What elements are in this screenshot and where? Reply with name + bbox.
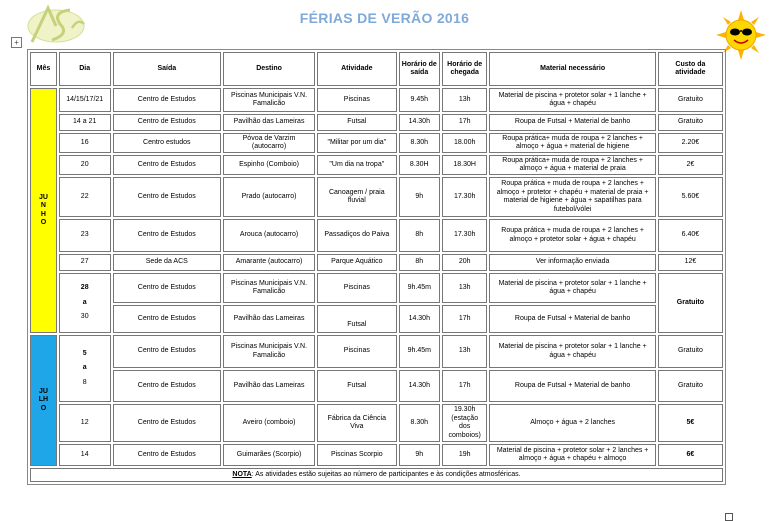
cell-custo: Gratuito bbox=[658, 88, 723, 112]
cell-dia: 23 bbox=[59, 219, 111, 252]
cell-horario-chegada: 20h bbox=[442, 254, 487, 271]
cell-destino: Pavilhão das Lameiras bbox=[223, 370, 315, 402]
header-mes: Mês bbox=[30, 52, 57, 86]
cell-material: Roupa prática+ muda de roupa + 2 lanches + almoço + água + material de praia bbox=[489, 155, 655, 175]
cell-custo: Gratuito bbox=[658, 114, 723, 131]
cell-destino: Amarante (autocarro) bbox=[223, 254, 315, 271]
cell-custo: 5€ bbox=[658, 404, 723, 442]
cell-material: Material de piscina + protetor solar + 2 lanches + almoço + água + chapéu + almoço bbox=[489, 444, 655, 466]
header-dia: Dia bbox=[59, 52, 111, 86]
cell-custo: 2€ bbox=[658, 155, 723, 175]
cell-horario-chegada: 19h bbox=[442, 444, 487, 466]
month-july-label: JULHO bbox=[38, 387, 49, 412]
header-horario-chegada: Horário de chegada bbox=[442, 52, 487, 86]
cell-dia: 27 bbox=[59, 254, 111, 271]
cell-dia: 22 bbox=[59, 177, 111, 217]
table-row bbox=[30, 219, 723, 252]
cell-horario-saida: 9h.45m bbox=[399, 273, 440, 303]
table-row bbox=[30, 335, 723, 368]
note-label: NOTA bbox=[232, 470, 252, 478]
cell-horario-saida: 9h bbox=[399, 444, 440, 466]
table-row bbox=[30, 444, 723, 466]
cell-dia: 12 bbox=[59, 404, 111, 442]
cell-saida: Centro de Estudos bbox=[113, 404, 222, 442]
cell-horario-chegada: 17.30h bbox=[442, 219, 487, 252]
cell-saida: Centro de Estudos bbox=[113, 177, 222, 217]
cell-saida: Centro de Estudos bbox=[113, 305, 222, 333]
cell-destino: Piscinas Municipais V.N. Famalicão bbox=[223, 335, 315, 368]
header-custo: Custo da atividade bbox=[658, 52, 723, 86]
cell-material: Roupa prática + muda de roupa + 2 lanches + almoço + protetor solar + água + chapéu bbox=[489, 219, 655, 252]
note-text: : As atividades estão sujeitas ao número de participantes e às condições atmosféricas. bbox=[251, 470, 521, 478]
cell-material: Ver informação enviada bbox=[489, 254, 655, 271]
cell-atividade: Futsal bbox=[317, 305, 397, 333]
cell-custo: 2.20€ bbox=[658, 133, 723, 153]
cell-saida: Centro de Estudos bbox=[113, 335, 222, 368]
table-row bbox=[30, 305, 723, 333]
cell-saida: Centro de Estudos bbox=[113, 114, 222, 131]
table-resize-handle[interactable] bbox=[725, 513, 733, 521]
cell-destino: Póvoa de Varzim (autocarro) bbox=[223, 133, 315, 153]
cell-material: Roupa prática + muda de roupa + 2 lanches + almoço + protetor + chapéu + material de praia + material de higiene + água + sapatilhas para futebol/vólei bbox=[489, 177, 655, 217]
cell-saida: Centro de Estudos bbox=[113, 88, 222, 112]
cell-horario-chegada: 19.30h (estação dos comboios) bbox=[442, 404, 487, 442]
cell-saida: Centro de Estudos bbox=[113, 444, 222, 466]
cell-horario-saida: 9.45h bbox=[399, 88, 440, 112]
table-row bbox=[30, 155, 723, 175]
cell-atividade: Piscinas Scorpio bbox=[317, 444, 397, 466]
cell-atividade: Piscinas bbox=[317, 273, 397, 303]
cell-horario-saida: 8h bbox=[399, 219, 440, 252]
cell-destino: Prado (autocarro) bbox=[223, 177, 315, 217]
dia-range-sep: a bbox=[82, 298, 87, 306]
cell-destino: Guimarães (Scorpio) bbox=[223, 444, 315, 466]
cell-destino: Pavilhão das Lameiras bbox=[223, 114, 315, 131]
cell-atividade: Fábrica da Ciência Viva bbox=[317, 404, 397, 442]
table-move-handle[interactable]: + bbox=[11, 37, 22, 48]
cell-custo: Gratuito bbox=[658, 273, 723, 333]
cell-horario-saida: 8.30h bbox=[399, 404, 440, 442]
cell-dia: 14/15/17/21 bbox=[59, 88, 111, 112]
cell-atividade: Futsal bbox=[317, 370, 397, 402]
cell-saida: Centro de Estudos bbox=[113, 273, 222, 303]
cell-atividade: Piscinas bbox=[317, 88, 397, 112]
cell-saida: Centro de Estudos bbox=[113, 155, 222, 175]
cell-horario-saida: 14.30h bbox=[399, 305, 440, 333]
cell-dia: 14 a 21 bbox=[59, 114, 111, 131]
dia-range-sep: a bbox=[82, 364, 87, 372]
month-july-cell bbox=[30, 335, 57, 466]
cell-material: Roupa de Futsal + Material de banho bbox=[489, 370, 655, 402]
cell-atividade: Piscinas bbox=[317, 335, 397, 368]
cell-material: Material de piscina + protetor solar + 1 lanche + água + chapéu bbox=[489, 335, 655, 368]
cell-horario-chegada: 13h bbox=[442, 335, 487, 368]
cell-horario-chegada: 17h bbox=[442, 305, 487, 333]
cell-custo: Gratuito bbox=[658, 370, 723, 402]
cell-atividade: "Um dia na tropa" bbox=[317, 155, 397, 175]
cell-destino: Piscinas Municipais V.N. Famalicão bbox=[223, 88, 315, 112]
cell-horario-saida: 8.30H bbox=[399, 155, 440, 175]
cell-material: Roupa prática+ muda de roupa + 2 lanches + almoço + água + material de higiene bbox=[489, 133, 655, 153]
header-material: Material necessário bbox=[489, 52, 655, 86]
cell-atividade: Canoagem / praia fluvial bbox=[317, 177, 397, 217]
cell-atividade: Passadiços do Paiva bbox=[317, 219, 397, 252]
cell-horario-saida: 14.30h bbox=[399, 370, 440, 402]
cell-custo: 6€ bbox=[658, 444, 723, 466]
cell-horario-saida: 14.30h bbox=[399, 114, 440, 131]
cell-material: Material de piscina + protetor solar + 1 lanche + água + chapéu bbox=[489, 273, 655, 303]
table-row bbox=[30, 88, 723, 112]
cell-destino: Aveiro (comboio) bbox=[223, 404, 315, 442]
table-row bbox=[30, 404, 723, 442]
cell-horario-chegada: 13h bbox=[442, 273, 487, 303]
header-atividade: Atividade bbox=[317, 52, 397, 86]
table-row bbox=[30, 273, 723, 303]
cell-destino: Pavilhão das Lameiras bbox=[223, 305, 315, 333]
table-row bbox=[30, 114, 723, 131]
table-row bbox=[30, 177, 723, 217]
cell-horario-chegada: 18.30H bbox=[442, 155, 487, 175]
cell-horario-chegada: 17.30h bbox=[442, 177, 487, 217]
header-saida: Saída bbox=[113, 52, 222, 86]
cell-custo: Gratuito bbox=[658, 335, 723, 368]
header-horario-saida: Horário de saída bbox=[399, 52, 440, 86]
cell-horario-saida: 9h bbox=[399, 177, 440, 217]
dia-range-end: 8 bbox=[82, 378, 87, 386]
cell-destino: Piscinas Municipais V.N. Famalicão bbox=[223, 273, 315, 303]
month-june-label: JUNHO bbox=[38, 193, 48, 226]
cell-horario-saida: 8h bbox=[399, 254, 440, 271]
cell-atividade: Parque Aquático bbox=[317, 254, 397, 271]
cell-horario-saida: 9h.45m bbox=[399, 335, 440, 368]
cell-saida: Centro de Estudos bbox=[113, 219, 222, 252]
cell-material: Roupa de Futsal + Material de banho bbox=[489, 114, 655, 131]
cell-atividade: "Militar por um dia" bbox=[317, 133, 397, 153]
cell-saida: Centro estudos bbox=[113, 133, 222, 153]
cell-material: Roupa de Futsal + Material de banho bbox=[489, 305, 655, 333]
cell-dia: 20 bbox=[59, 155, 111, 175]
cell-dia-range bbox=[59, 273, 111, 333]
cell-horario-chegada: 17h bbox=[442, 114, 487, 131]
cell-saida: Centro de Estudos bbox=[113, 370, 222, 402]
cell-custo: 5.60€ bbox=[658, 177, 723, 217]
dia-range-end: 30 bbox=[80, 313, 89, 321]
cell-horario-saida: 8.30h bbox=[399, 133, 440, 153]
header-row bbox=[30, 52, 723, 86]
header-destino: Destino bbox=[223, 52, 315, 86]
cell-dia: 14 bbox=[59, 444, 111, 466]
cell-horario-chegada: 17h bbox=[442, 370, 487, 402]
cell-destino: Arouca (autocarro) bbox=[223, 219, 315, 252]
page-title: FÉRIAS DE VERÃO 2016 bbox=[299, 10, 470, 26]
cell-atividade: Futsal bbox=[317, 114, 397, 131]
table-row bbox=[30, 254, 723, 271]
dia-range-start: 5 bbox=[82, 349, 87, 357]
cell-custo: 12€ bbox=[658, 254, 723, 271]
schedule-table bbox=[27, 49, 726, 485]
table-row bbox=[30, 370, 723, 402]
cell-dia: 16 bbox=[59, 133, 111, 153]
month-june-cell bbox=[30, 88, 57, 333]
cell-custo: 6.40€ bbox=[658, 219, 723, 252]
dia-range-start: 28 bbox=[80, 284, 89, 292]
table-row bbox=[30, 133, 723, 153]
note-row bbox=[30, 468, 723, 482]
cell-horario-chegada: 13h bbox=[442, 88, 487, 112]
note-cell bbox=[30, 468, 723, 482]
cell-material: Material de piscina + protetor solar + 1 lanche + água + chapéu bbox=[489, 88, 655, 112]
cell-dia-range bbox=[59, 335, 111, 402]
cell-destino: Espinho (Comboio) bbox=[223, 155, 315, 175]
cell-material: Almoço + água + 2 lanches bbox=[489, 404, 655, 442]
cell-saida: Sede da ACS bbox=[113, 254, 222, 271]
cell-horario-chegada: 18.00h bbox=[442, 133, 487, 153]
